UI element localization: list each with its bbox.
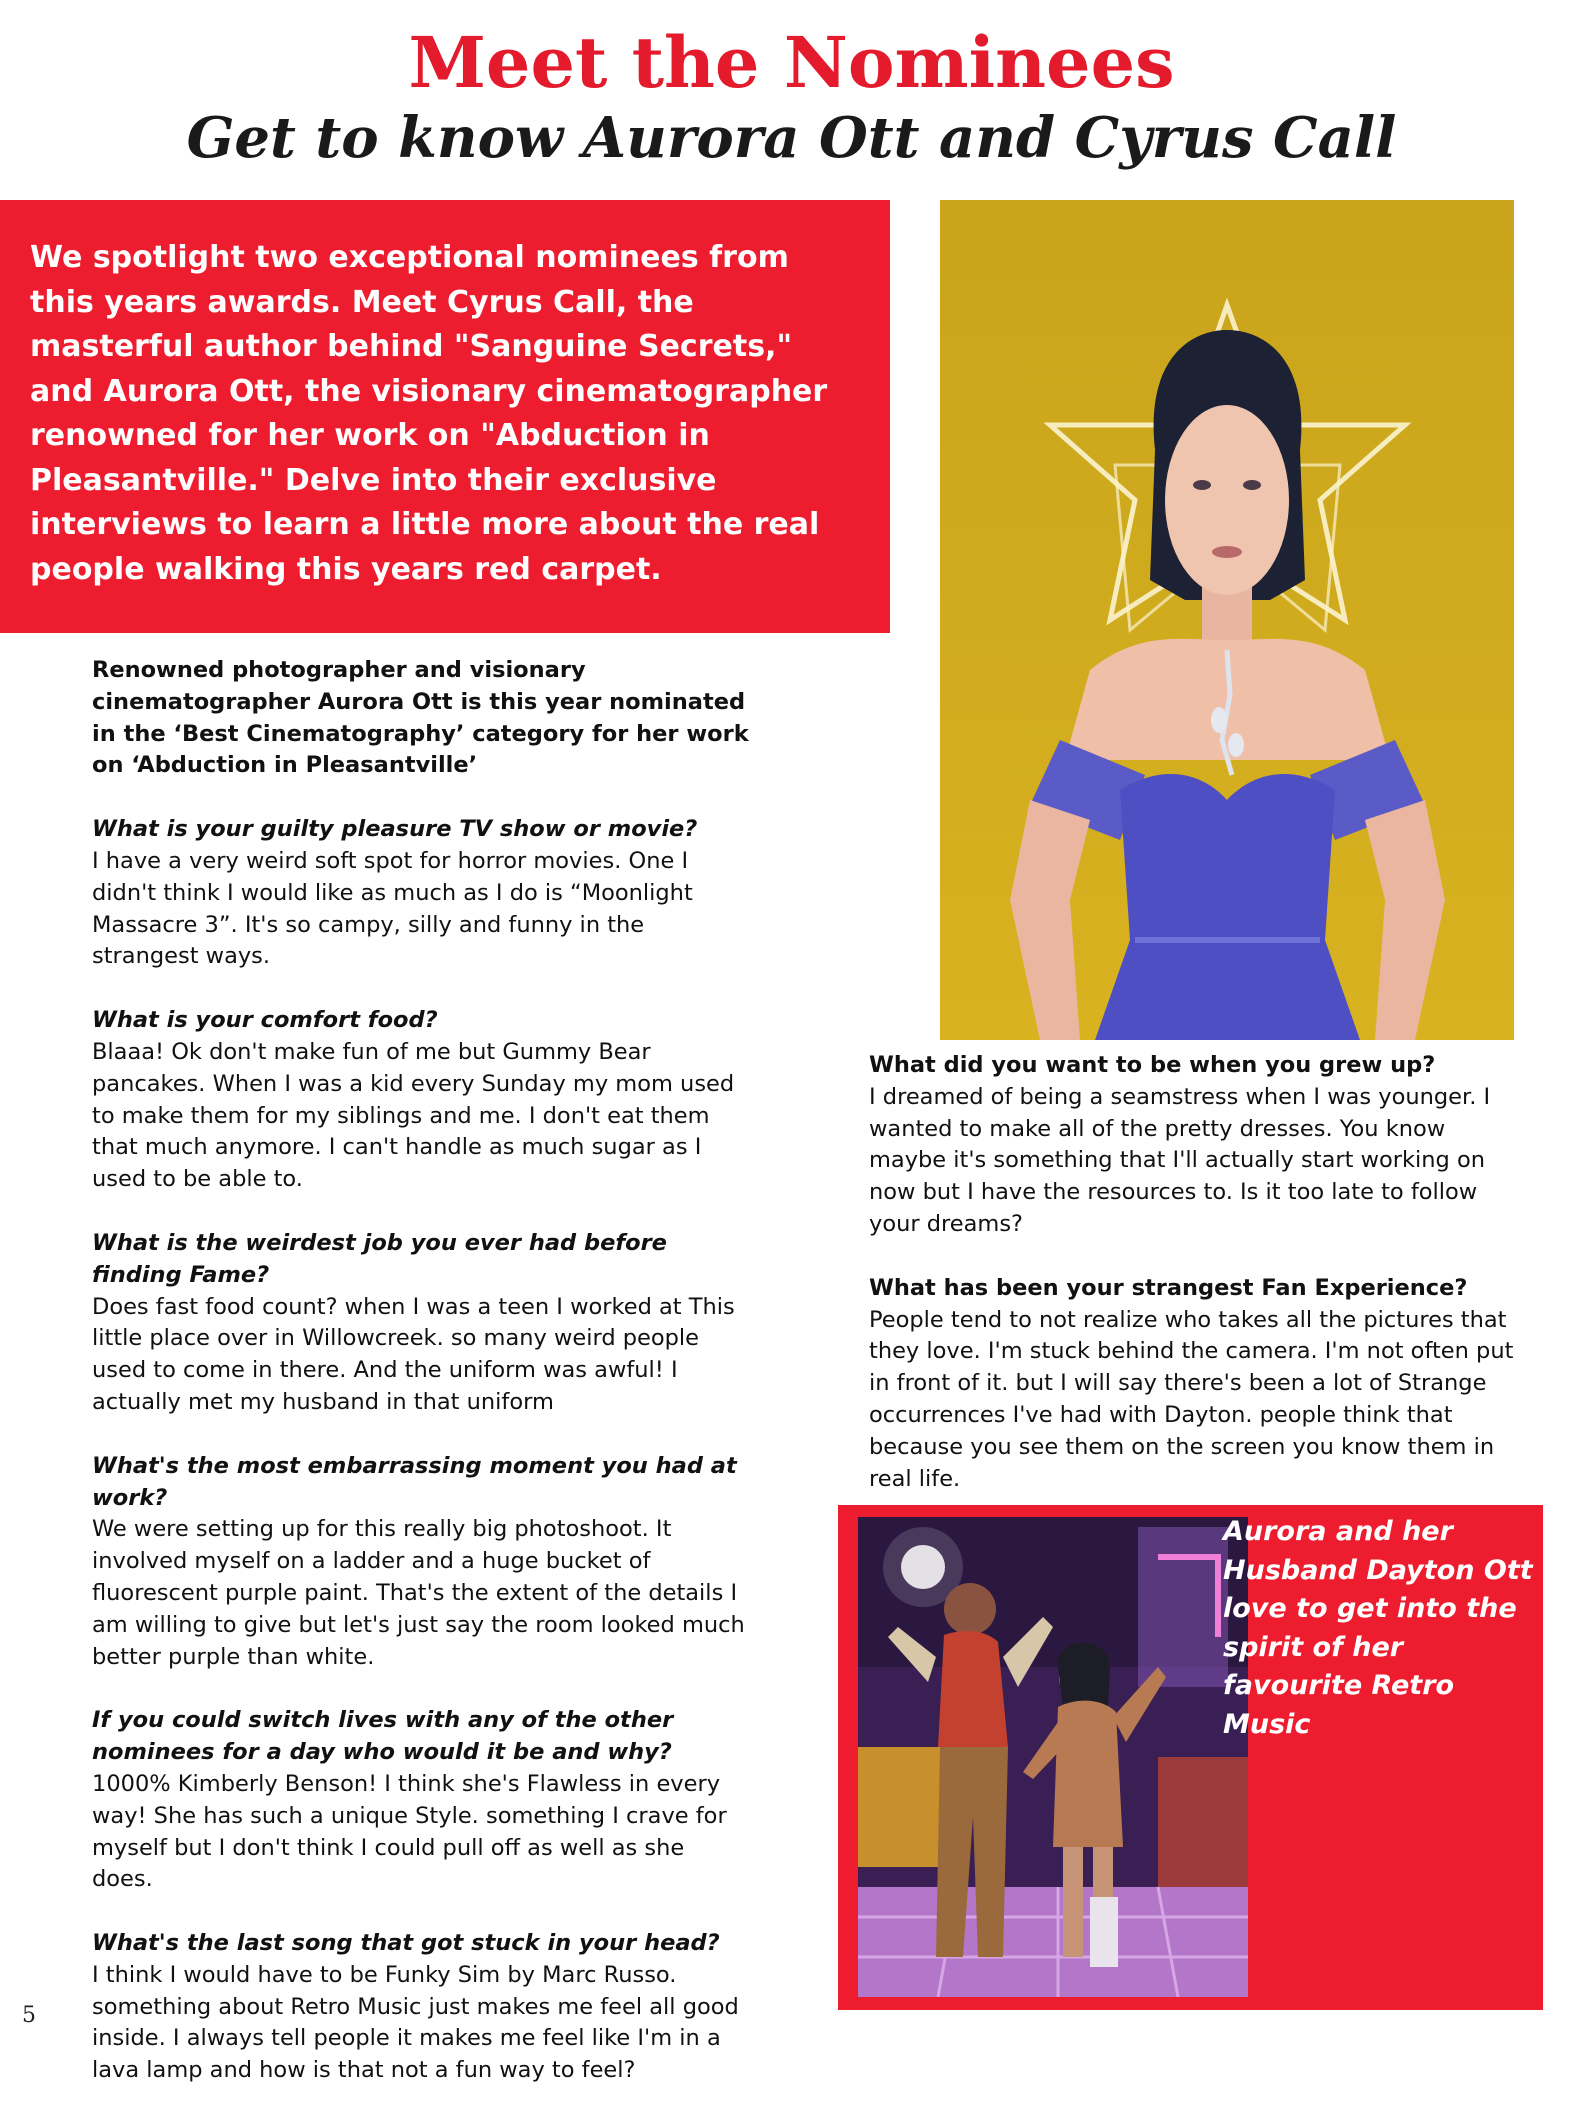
photo-caption: Aurora and her Husband Dayton Ott love to get into the spirit of her favourite Retro Music <box>1223 1516 1533 1740</box>
portrait-photo-aurora <box>940 200 1514 1040</box>
qa-item <box>92 1451 752 1674</box>
portrait-illustration <box>940 200 1514 1040</box>
answer: People tend to not realize who takes all the pictures that they love. I'm stuck behind the camera. I'm not often put in front of it. but I will say there's been a lot of Strange occurrences I've had with Dayton. people think that because you see them on the screen you know them in real life. <box>869 1306 1514 1492</box>
answer: I think I would have to be Funky Sim by Marc Russo. something about Retro Music just makes me feel all good inside. I always tell people it makes me feel like I'm in a lava lamp and how is that not a fun way to feel? <box>92 1961 739 2084</box>
interview-column-right <box>869 1050 1515 1527</box>
question: What is the weirdest job you ever had before finding Fame? <box>92 1229 667 1288</box>
qa-item <box>869 1273 1515 1496</box>
question: What is your comfort food? <box>92 1007 438 1034</box>
intro-box <box>0 200 890 633</box>
question: What is your guilty pleasure TV show or movie? <box>92 816 698 843</box>
interview-column-left <box>92 655 752 2119</box>
intro-text: We spotlight two exceptional nominees from this years awards. Meet Cyrus Call, the masterful author behind "Sanguine Secrets," and Aurora Ott, the visionary cinematographer renowned for her work on "Abduction in Pleasantville." Delve into their exclusive interviews to learn a little more about the real people walking this years red carpet. <box>30 240 828 587</box>
answer: Does fast food count? when I was a teen I worked at This little place over in Willowcreek. so many weird people used to come in there. And the uniform was awful! I actually met my husband in that uniform <box>92 1293 735 1415</box>
page-title: Meet the Nominees <box>408 21 1175 104</box>
answer: I have a very weird soft spot for horror movies. One I didn't think I would like as much as I do is “Moonlight Massacre 3”. It's so campy, silly and funny in the strangest ways. <box>92 847 693 970</box>
answer: 1000% Kimberly Benson! I think she's Flawless in every way! She has such a unique Style. something I crave for myself but I don't think I could pull off as well as she does. <box>92 1770 727 1893</box>
question: What did you want to be when you grew up? <box>869 1052 1436 1078</box>
question: What's the most embarrassing moment you had at work? <box>92 1452 737 1511</box>
photo-aurora-dayton-dancing <box>858 1517 1248 1997</box>
page-subtitle: Get to know Aurora Ott and Cyrus Call <box>186 105 1397 171</box>
answer: I dreamed of being a seamstress when I was younger. I wanted to make all of the pretty dresses. You know maybe it's something that I'll actually start working on now but I have the resources to. Is it too late to follow your dreams? <box>869 1083 1491 1237</box>
qa-item <box>869 1050 1515 1241</box>
question: What has been your strangest Fan Experience? <box>869 1274 1468 1301</box>
question: What's the last song that got stuck in your head? <box>92 1930 720 1957</box>
dance-illustration <box>858 1517 1248 1997</box>
photo-caption-box <box>838 1505 1543 2010</box>
answer: Blaaa! Ok don't make fun of me but Gummy Bear pancakes. When I was a kid every Sunday my mom used to make them for my siblings and me. I don't eat them that much anymore. I can't handle as much sugar as I used to be able to. <box>92 1038 735 1193</box>
qa-item <box>92 1005 752 1196</box>
article-lead: Renowned photographer and visionary cinematographer Aurora Ott is this year nominated in the ‘Best Cinematography’ category for her work on ‘Abduction in Pleasantville’ <box>92 657 749 779</box>
answer: We were setting up for this really big photoshoot. It involved myself on a ladder and a huge bucket of fluorescent purple paint. That's the extent of the details I am willing to give but let's just say the room looked much better purple than white. <box>92 1516 745 1670</box>
page-number: 5 <box>22 2003 36 2028</box>
qa-item <box>92 1228 752 1419</box>
qa-item <box>92 1705 752 1896</box>
qa-item <box>92 1928 752 2087</box>
question: If you could switch lives with any of the other nominees for a day who would it be and why? <box>92 1707 674 1766</box>
qa-item <box>92 814 752 973</box>
